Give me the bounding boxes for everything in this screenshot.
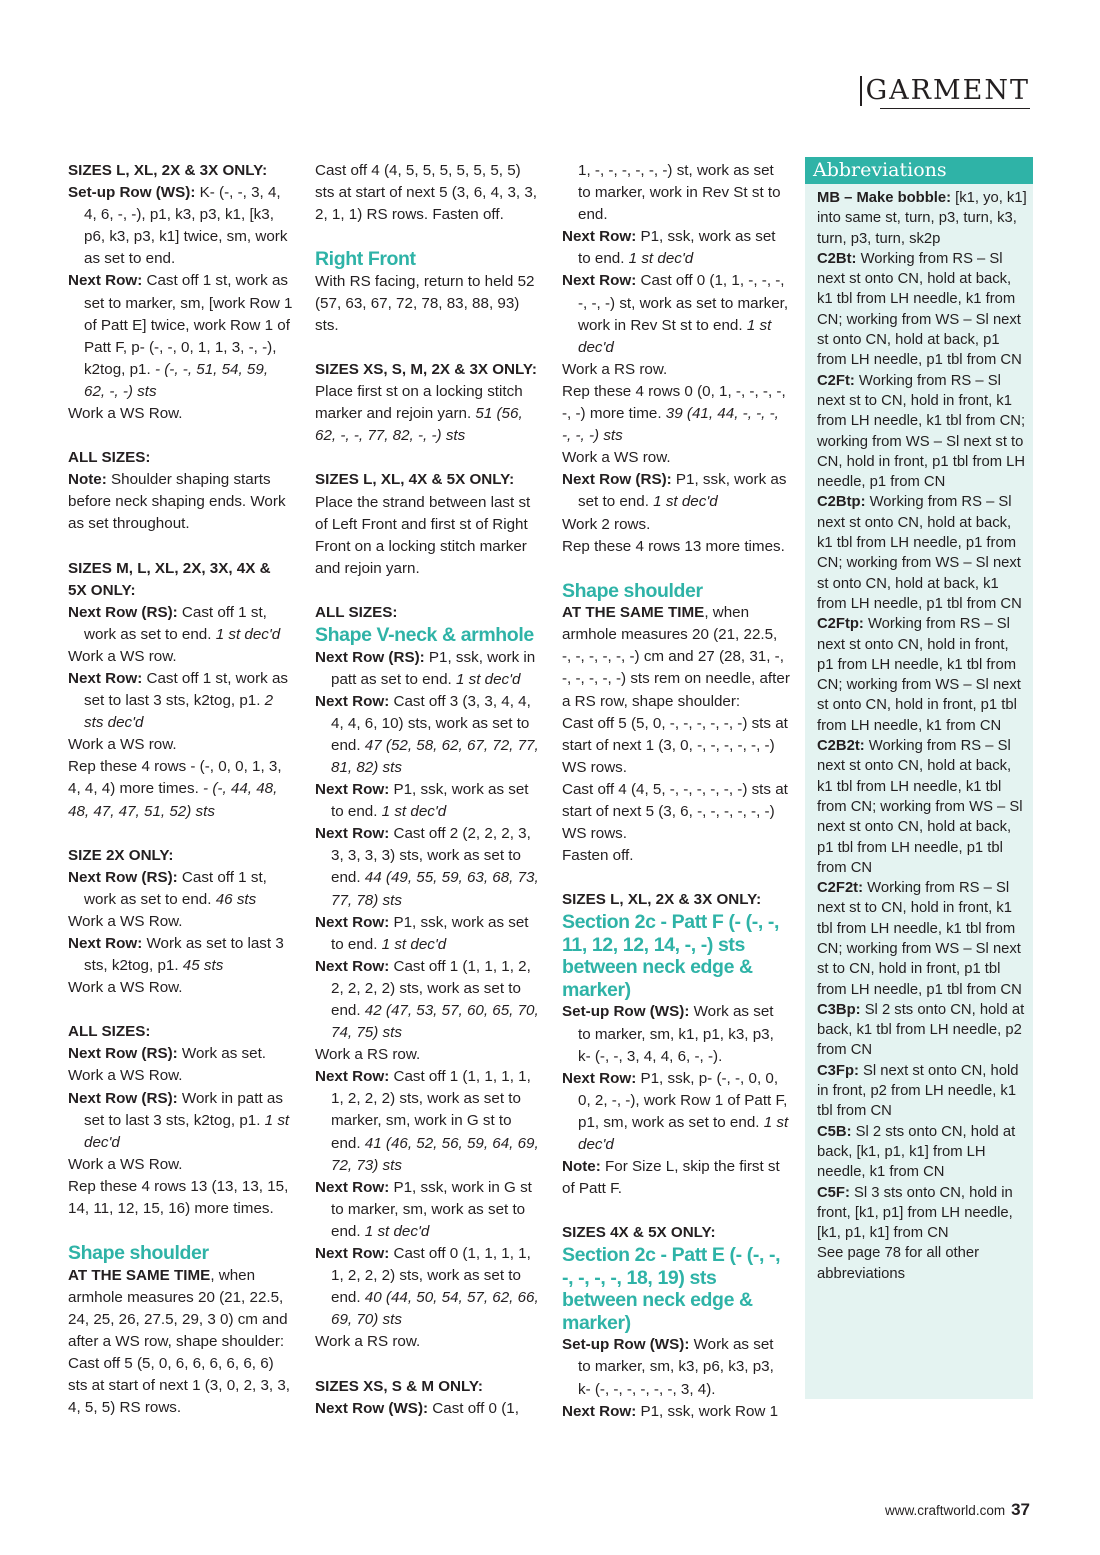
- text-run: Next Row:: [315, 825, 390, 843]
- instruction: [562, 602, 790, 712]
- instruction: 1, -, -, -, -, -, -) st, work as set to marker, work in Rev St st to end.: [578, 162, 781, 224]
- instruction: [562, 1401, 790, 1423]
- instruction: [68, 1043, 293, 1065]
- text-run: Cast off 0 (1, 1, 1, 1, 1, 2, 2, 2) sts, work as set to end.: [331, 1245, 531, 1307]
- text-run: , when armhole measures 20 (21, 22.5, 24, 25, 26, 27.5, 29, 3 0) cm and after a WS row, shape shoulder:: [68, 1266, 288, 1350]
- instruction: Rep these 4 rows 13 more times.: [562, 537, 785, 555]
- instruction: Place the strand between last st of Left Front and first st of Right Front on a locking stitch marker and rejoin yarn.: [315, 493, 531, 577]
- text-run: Work in patt as set to last 3 sts, k2tog, p1.: [84, 1089, 283, 1129]
- instruction: Fasten off.: [562, 847, 634, 865]
- text-run: P1, ssk, work as set to end.: [331, 781, 529, 821]
- instruction: Work a WS Row.: [68, 1155, 183, 1173]
- abbreviation-entry: C2B2t: Working from RS – Sl next st onto CN, hold at back, k1 tbl from LH needle, k1 tbl from CN; working from WS – Sl next st onto CN, hold at back, p1 tbl from LH needle, p1 tbl from CN: [817, 738, 1023, 876]
- footer-url: www.craftworld.com: [885, 1503, 1006, 1518]
- text-run: AT THE SAME TIME: [68, 1266, 211, 1284]
- heading: SIZES M, L, XL, 2X, 3X, 4X & 5X ONLY:: [68, 559, 271, 599]
- text-run: Next Row (WS):: [315, 1399, 429, 1417]
- text-run: Next Row:: [68, 935, 143, 952]
- text-run: Next Row:: [315, 692, 390, 710]
- text-run: Shoulder shaping starts before neck shaping ends. Work as set throughout.: [68, 471, 286, 533]
- text-run: 1 st dec'd: [381, 935, 447, 953]
- instruction: [315, 823, 543, 911]
- column-2: [315, 160, 543, 1420]
- instruction: Work a WS row.: [68, 647, 177, 665]
- text-run: Set-up Row (WS):: [562, 1336, 690, 1354]
- abbreviation-entry: C5F: Sl 3 sts onto CN, hold in front, [k1, p1] from LH needle, [k1, p1, k1] from CN: [817, 1184, 1013, 1242]
- instruction: Work a RS row.: [562, 360, 668, 378]
- text-run: 1 st dec'd: [628, 250, 694, 268]
- instruction: Cast off 4 (4, 5, 5, 5, 5, 5, 5, 5) sts at start of next 5 (3, 6, 4, 3, 3, 2, 1, 1) RS rows. Fasten off.: [315, 162, 538, 224]
- text-run: Place first st on a locking stitch marker and rejoin yarn.: [315, 383, 523, 423]
- abbreviation-entry: C2F2t: Working from RS – Sl next st to CN, hold in front, k1 tbl from LH needle, k1 tbl from CN; working from WS – Sl next st to CN, hold in front, p1 tbl from LH needle, p1 tbl from CN: [817, 880, 1022, 998]
- abbreviations-title: Abbreviations: [805, 157, 1033, 184]
- text-run: 1 st dec'd: [215, 625, 281, 643]
- text-run: Cast off 1 (1, 1, 1, 2, 2, 2, 2, 2) sts, work as set to end.: [331, 957, 531, 1019]
- heading: ALL SIZES:: [68, 1023, 151, 1041]
- note: [68, 469, 293, 535]
- text-run: Next Row:: [68, 272, 143, 290]
- instruction: Work a WS row.: [68, 736, 177, 754]
- text-run: Next Row:: [562, 228, 637, 246]
- instruction: [68, 756, 293, 822]
- text-run: Work as set to marker, sm, k3, p6, k3, p3, k- (-, -, -, -, -, -, 3, 4).: [578, 1336, 774, 1398]
- text-run: 1 st dec'd: [578, 316, 772, 356]
- column-1: [68, 160, 293, 1419]
- text-run: Cast off 1 st, work as set to end.: [84, 603, 267, 643]
- text-run: P1, ssk, p- (-, -, 0, 0, 0, 2, -, -), work Row 1 of Patt F, p1, sm, work as set to end.: [578, 1069, 788, 1131]
- text-run: Cast off 0 (1, 1, -, -, -, -, -, -) st, work as set to marker, work in Rev St st to end.: [578, 272, 789, 334]
- text-run: Cast off 1 (1, 1, 1, 1, 1, 2, 2, 2) sts, work as set to marker, sm, work in G st to end.: [331, 1068, 531, 1152]
- instruction: [315, 381, 543, 447]
- text-run: Cast off 1 st, work as set to end.: [84, 868, 267, 908]
- instruction: Cast off 5 (5, 0, -, -, -, -, -, -) sts at start of next 1 (3, 0, -, -, -, -, -, -) WS rows.: [562, 714, 788, 776]
- text-run: P1, ssk, work in patt as set to end.: [331, 648, 536, 688]
- text-run: Work as set to last 3 sts, k2tog, p1.: [84, 935, 284, 975]
- instruction: [562, 469, 790, 513]
- heading: SIZE 2X ONLY:: [68, 846, 174, 864]
- instruction: Work a WS Row.: [68, 979, 183, 997]
- text-run: Next Row:: [562, 1069, 637, 1087]
- heading: SIZES L, XL, 2X & 3X ONLY:: [562, 891, 762, 909]
- instruction: Work 2 rows.: [562, 515, 651, 533]
- instruction: [315, 1398, 543, 1420]
- heading: SIZES L, XL, 4X & 5X ONLY:: [315, 471, 515, 489]
- section-tag: GARMENT: [860, 76, 1030, 106]
- instruction: [562, 1001, 790, 1067]
- text-run: 1 st dec'd: [364, 1222, 430, 1240]
- instruction: [562, 226, 790, 270]
- heading: ALL SIZES:: [68, 449, 151, 467]
- instruction: Cast off 4 (4, 5, -, -, -, -, -, -) sts at start of next 5 (3, 6, -, -, -, -, -, -) WS rows.: [562, 780, 788, 843]
- abbreviation-entry: C2Btp: Working from RS – Sl next st onto CN, hold at back, k1 tbl from LH needle, p1 from CN; working from WS – Sl next st onto CN, hold at back, k1 from LH needle, p1 tbl from CN: [817, 494, 1022, 612]
- abbreviations-box: [805, 157, 1033, 1399]
- note: [562, 1156, 790, 1200]
- text-run: AT THE SAME TIME: [562, 604, 705, 622]
- instruction: Work a WS row.: [562, 449, 671, 467]
- text-run: Cast off 3 (3, 3, 4, 4, 4, 4, 6, 10) sts, work as set to end.: [331, 692, 531, 754]
- text-run: Work as set to marker, sm, k1, p1, k3, p3, k- (-, -, 3, 4, 4, 6, -, -).: [578, 1003, 774, 1065]
- text-run: Rep these 4 rows 0 (0, 1, -, -, -, -, -, -) more time.: [562, 382, 786, 423]
- subheading: Right Front: [315, 248, 416, 271]
- text-run: Next Row (RS):: [68, 1089, 178, 1107]
- instruction: [562, 381, 790, 447]
- instruction: [315, 691, 543, 779]
- text-run: Next Row:: [562, 272, 637, 290]
- instruction: [68, 182, 293, 270]
- instruction: [68, 933, 293, 977]
- text-run: 2 sts dec'd: [84, 692, 274, 732]
- heading: SIZES XS, S, M, 2X & 3X ONLY:: [315, 361, 537, 379]
- text-run: 1 st dec'd: [455, 670, 521, 688]
- heading: ALL SIZES:: [315, 603, 398, 621]
- abbreviation-entry: C3Fp: Sl next st onto CN, hold in front, p2 from LH needle, k1 tbl from CN: [817, 1062, 1019, 1120]
- abbreviations-footnote: See page 78 for all other abbreviations: [817, 1245, 980, 1282]
- abbreviations-list: [805, 184, 1033, 1284]
- instruction: With RS facing, return to held 52 (57, 63, 67, 72, 78, 83, 88, 93) sts.: [315, 272, 535, 334]
- instruction: [315, 779, 543, 823]
- text-run: K- (-, -, 3, 4, 4, 6, -, -), p1, k3, p3, k1, [k3, p6, k3, p3, k1] twice, sm, work as set to end.: [84, 184, 288, 268]
- instruction: [68, 602, 293, 646]
- text-run: 44 (49, 55, 59, 63, 68, 73, 77, 78) sts: [331, 869, 539, 909]
- text-run: Next Row:: [315, 1178, 390, 1196]
- subheading: Section 2c - Patt F (- (-, -, 11, 12, 12, 14, -, -) sts between neck edge & marker): [562, 911, 779, 1001]
- text-run: For Size L, skip the first st of Patt F.: [562, 1158, 780, 1198]
- instruction: [315, 956, 543, 1044]
- text-run: 1 st dec'd: [578, 1113, 789, 1153]
- section-rule: [880, 108, 1030, 109]
- heading: SIZES XS, S & M ONLY:: [315, 1377, 483, 1395]
- text-run: Next Row:: [315, 1068, 390, 1086]
- text-run: , when armhole measures 20 (21, 22.5, -, -, -, -, -, -) cm and 27 (28, 31, -, -, -, -, -, -) sts rem on needle, after a RS row, shape shoulder:: [562, 604, 790, 710]
- text-run: Next Row:: [315, 781, 390, 799]
- text-run: - (-, -, 51, 54, 59, 62, -, -) sts: [84, 360, 269, 400]
- text-run: Next Row:: [315, 957, 390, 975]
- instruction: [315, 1177, 543, 1243]
- instruction: Work a RS row.: [315, 1046, 421, 1064]
- text-run: 1 st dec'd: [381, 803, 447, 821]
- instruction: [68, 270, 293, 403]
- abbreviation-entry: C3Bp: Sl 2 sts onto CN, hold at back, k1 tbl from LH needle, p2 from CN: [817, 1001, 1025, 1059]
- subheading: Shape shoulder: [68, 1242, 209, 1265]
- footer: [885, 1500, 1030, 1520]
- instruction: [68, 1265, 293, 1353]
- text-run: Set-up Row (WS):: [68, 184, 196, 202]
- instruction: [315, 1243, 543, 1331]
- text-run: 47 (52, 58, 62, 67, 72, 77, 81, 82) sts: [331, 736, 539, 776]
- text-run: 46 sts: [215, 890, 257, 908]
- instruction: [562, 270, 790, 358]
- instruction: [68, 867, 293, 911]
- text-run: Next Row (RS):: [562, 471, 672, 489]
- instruction: Work a RS row.: [315, 1333, 421, 1351]
- text-run: 41 (46, 52, 56, 59, 64, 69, 72, 73) sts: [331, 1134, 539, 1174]
- instruction: [68, 1088, 293, 1154]
- text-run: P1, ssk, work as set to end.: [578, 471, 787, 511]
- text-run: P1, ssk, work Row 1: [636, 1402, 779, 1420]
- instruction: [315, 912, 543, 956]
- text-run: 45 sts: [182, 957, 224, 975]
- abbreviation-entry: C5B: Sl 2 sts onto CN, hold at back, [k1, p1, k1] from LH needle, k1 from CN: [817, 1123, 1016, 1181]
- text-run: 51 (56, 62, -, -, 77, 82, -, -) sts: [315, 405, 523, 445]
- page-number: 37: [1011, 1500, 1030, 1519]
- text-run: 1 st dec'd: [84, 1111, 290, 1151]
- text-run: Note:: [68, 471, 107, 489]
- subheading: Shape shoulder: [562, 579, 703, 602]
- text-run: 1 st dec'd: [653, 493, 718, 511]
- text-run: Next Row:: [562, 1402, 637, 1420]
- heading: SIZES L, XL, 2X & 3X ONLY:: [68, 162, 268, 179]
- instruction: [562, 1068, 790, 1156]
- text-run: Cast off 1 st, work as set to last 3 sts, k2tog, p1.: [84, 669, 289, 710]
- text-run: Note:: [562, 1158, 601, 1176]
- text-run: P1, ssk, work as set to end.: [331, 913, 529, 953]
- instruction: Work a WS Row.: [68, 405, 183, 423]
- text-run: Rep these 4 rows - (-, 0, 0, 1, 3, 4, 4, 4) more times.: [68, 758, 282, 798]
- text-run: Next Row (RS):: [68, 603, 178, 621]
- column-3: [562, 160, 790, 1423]
- text-run: Cast off 1 st, work as set to marker, sm, [work Row 1 of Patt E] twice, work Row 1 of Patt F, p- (-, -, 0, 1, 1, 3, -, -), k2tog, p1.: [84, 272, 293, 378]
- text-run: Next Row:: [315, 1245, 390, 1263]
- instruction: Rep these 4 rows 13 (13, 13, 15, 14, 11, 12, 15, 16) more times.: [68, 1177, 289, 1218]
- instruction: Work a WS Row.: [68, 912, 183, 930]
- abbreviation-entry: C2Ftp: Working from RS – Sl next st onto CN, hold in front, p1 from LH needle, k1 tbl from CN; working from WS – Sl next st onto CN, hold in front, p1 tbl from LH needle, k1 from CN: [817, 616, 1021, 734]
- abbreviation-entry: C2Bt: Working from RS – Sl next st onto CN, hold at back, k1 tbl from LH needle, k1 from CN; working from WS – Sl next st onto CN, hold at back, p1 from LH needle, p1 tbl from CN: [817, 250, 1022, 369]
- text-run: 39 (41, 44, -, -, -, -, -, -) sts: [562, 405, 779, 445]
- text-run: - (-, 44, 48, 48, 47, 47, 51, 52) sts: [68, 780, 278, 820]
- text-run: Next Row (RS):: [68, 1045, 178, 1063]
- text-run: Next Row:: [68, 669, 143, 687]
- text-run: Next Row (RS):: [315, 648, 425, 666]
- instruction: Cast off 5 (5, 0, 6, 6, 6, 6, 6, 6) sts at start of next 1 (3, 0, 2, 3, 3, 4, 5, 5) RS rows.: [68, 1355, 291, 1417]
- abbreviation-entry: C2Ft: Working from RS – Sl next st to CN, hold in front, k1 from LH needle, k1 tbl from CN; working from WS – Sl next st to CN, hold in front, p1 tbl from LH needle, p1 from CN: [817, 372, 1026, 491]
- text-run: Set-up Row (WS):: [562, 1003, 690, 1021]
- text-run: Work as set.: [177, 1045, 267, 1063]
- abbreviation-entry: MB – Make bobble: [k1, yo, k1] into same st, turn, p3, turn, k3, turn, p3, turn, sk2p: [817, 190, 1027, 247]
- text-run: 42 (47, 53, 57, 60, 65, 70, 74, 75) sts: [331, 1002, 539, 1042]
- text-run: 40 (44, 50, 54, 57, 62, 66, 69, 70) sts: [331, 1289, 539, 1329]
- subheading: Shape V-neck & armhole: [315, 624, 534, 646]
- text-run: P1, ssk, work in G st to marker, sm, work as set to end.: [331, 1178, 532, 1240]
- instruction: [315, 1066, 543, 1176]
- instruction: [562, 1334, 790, 1400]
- instruction: [68, 668, 293, 734]
- text-run: Cast off 0 (1,: [428, 1399, 519, 1417]
- text-run: P1, ssk, work as set to end.: [578, 228, 776, 268]
- instruction: Work a WS Row.: [68, 1067, 183, 1085]
- heading: SIZES 4X & 5X ONLY:: [562, 1224, 716, 1242]
- text-run: Next Row (RS):: [68, 868, 178, 886]
- instruction: [315, 647, 543, 691]
- text-run: Cast off 2 (2, 2, 2, 3, 3, 3, 3, 3) sts, work as set to end.: [331, 825, 531, 887]
- subheading: Section 2c - Patt E (- (-, -, -, -, -, -, 18, 19) sts between neck edge & marker): [562, 1244, 781, 1334]
- text-run: Next Row:: [315, 913, 390, 931]
